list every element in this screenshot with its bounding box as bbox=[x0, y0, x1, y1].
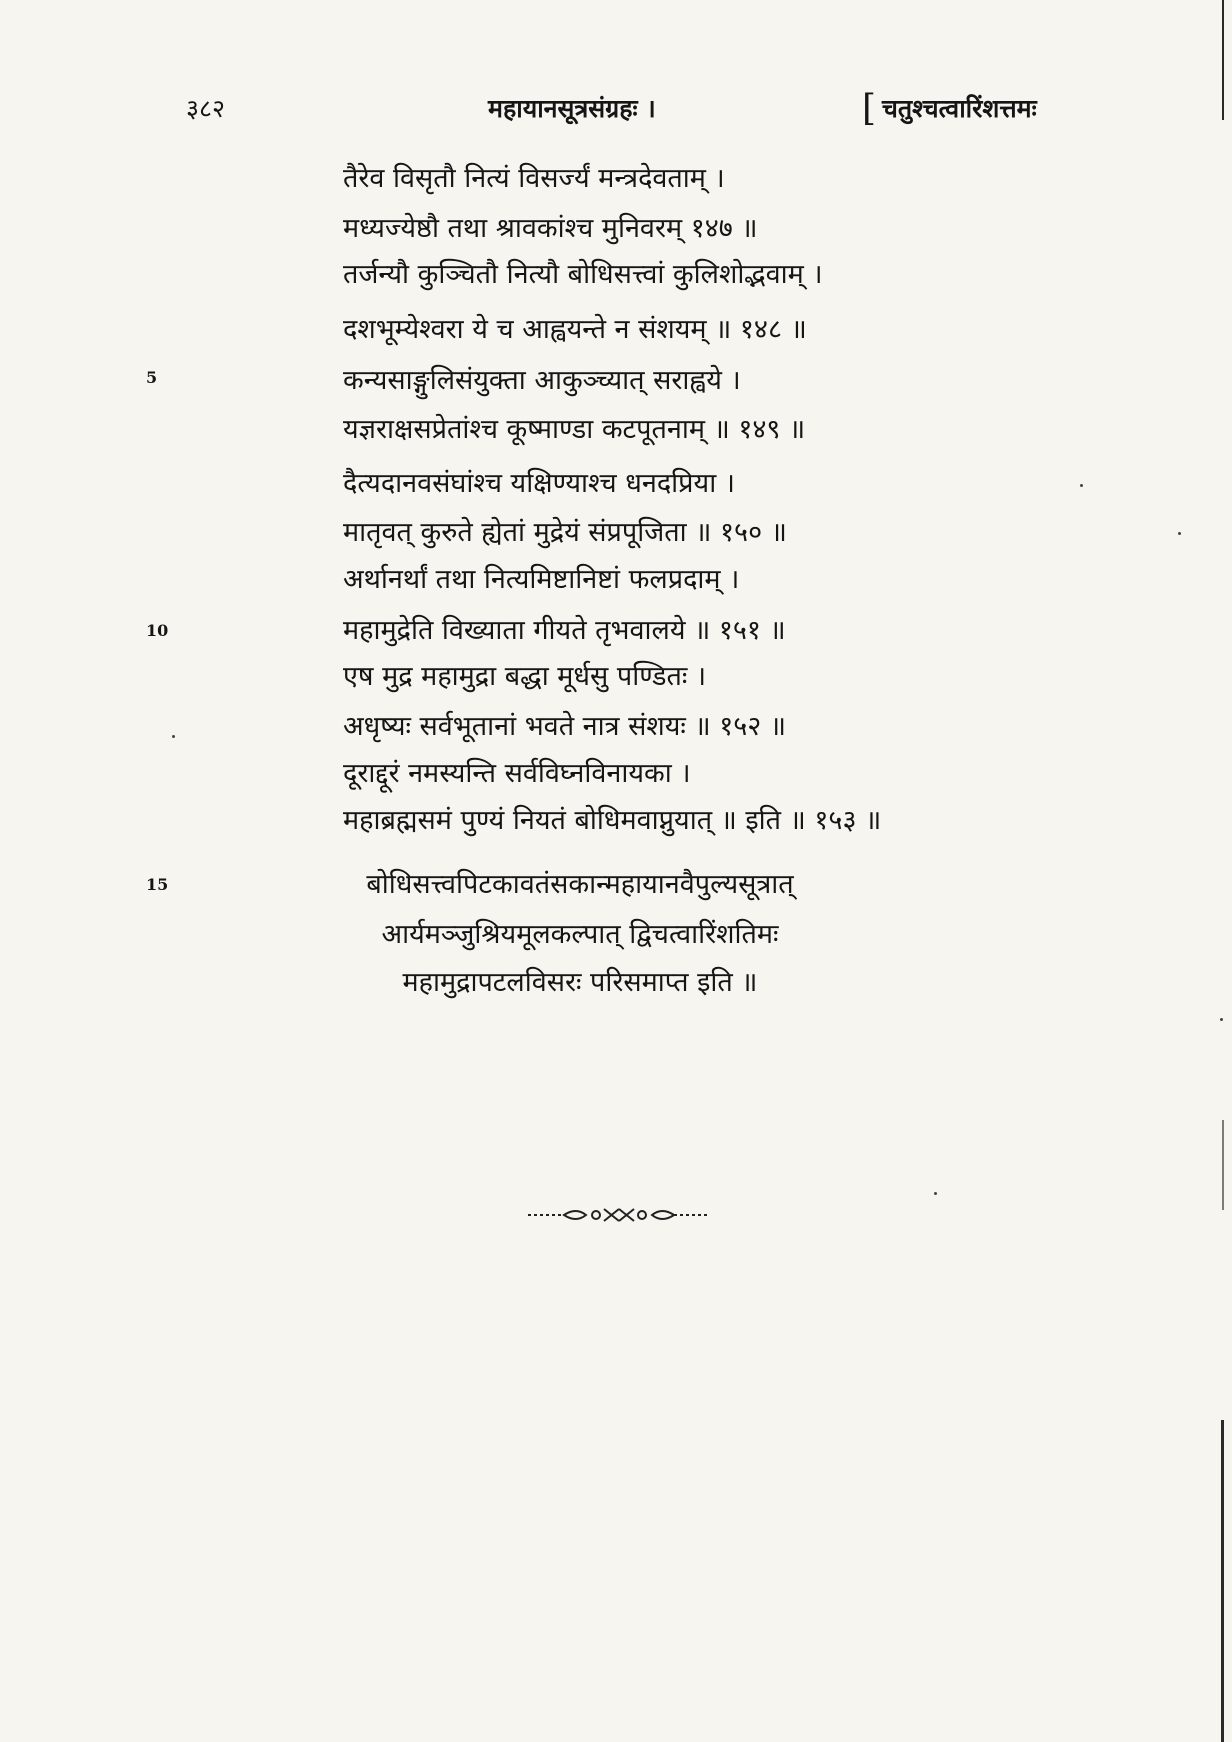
verse-line: कन्यसाङ्गुलिसंयुक्ता आकुञ्च्यात् सराह्वये । bbox=[343, 365, 741, 396]
line-number-15: 15 bbox=[146, 875, 169, 894]
verse-line: तर्जन्यौ कुञ्चितौ नित्यौ बोधिसत्त्वां कुलिशोद्भवाम् । bbox=[343, 259, 823, 290]
end-ornament-icon bbox=[524, 1204, 714, 1226]
scan-speck bbox=[934, 1192, 937, 1195]
scan-edge bbox=[1222, 0, 1224, 120]
line-number-5: 5 bbox=[146, 368, 158, 387]
scan-edge bbox=[1222, 1120, 1224, 1210]
verse-line: अर्थानर्थां तथा नित्यमिष्टानिष्टां फलप्रदाम् । bbox=[343, 564, 740, 595]
verse-line: दूराद्दूरं नमस्यन्ति सर्वविघ्नविनायका । bbox=[343, 758, 691, 789]
line-number-10: 10 bbox=[146, 621, 169, 640]
verse-line: अधृष्यः सर्वभूतानां भवते नात्र संशयः ॥ १५२ ॥ bbox=[343, 711, 787, 742]
scan-speck bbox=[1178, 532, 1181, 535]
scan-speck bbox=[1220, 1018, 1223, 1021]
chapter-bracket: [ bbox=[862, 88, 877, 129]
chapter-title: चतुश्चत्वारिंशत्तमः bbox=[882, 94, 1037, 123]
scan-edge bbox=[1221, 1420, 1224, 1742]
verse-line: एष मुद्र महामुद्रा बद्धा मूर्धसु पण्डितः । bbox=[343, 661, 707, 692]
page-number: ३८२ bbox=[186, 94, 226, 123]
colophon-line: आर्यमञ्जुश्रियमूलकल्पात् द्विचत्वारिंशतिमः bbox=[381, 919, 779, 950]
verse-line: तैरेव विसृतौ नित्यं विसर्ज्यं मन्त्रदेवताम् । bbox=[343, 163, 725, 194]
verse-line: दैत्यदानवसंघांश्च यक्षिण्याश्च धनदप्रिया । bbox=[343, 468, 736, 499]
verse-line: मध्यज्येष्ठौ तथा श्रावकांश्च मुनिवरम् १४७ ॥ bbox=[343, 213, 758, 244]
verse-line: यज्ञराक्षसप्रेतांश्च कूष्माण्डा कटपूतनाम् ॥ १४९ ॥ bbox=[343, 414, 806, 445]
verse-line: दशभूम्येश्वरा ये च आह्वयन्ते न संशयम् ॥ १४८ ॥ bbox=[343, 314, 807, 345]
chapter-heading bbox=[862, 88, 1037, 129]
colophon-line: बोधिसत्त्वपिटकावतंसकान्महायानवैपुल्यसूत्रात् bbox=[366, 869, 794, 900]
running-title: महायानसूत्रसंग्रहः । bbox=[488, 94, 656, 123]
verse-line: मातृवत् कुरुते ह्येतां मुद्रेयं संप्रपूजिता ॥ १५० ॥ bbox=[343, 517, 787, 548]
colophon-line: महामुद्रापटलविसरः परिसमाप्त इति ॥ bbox=[402, 967, 758, 998]
verse-line: महामुद्रेति विख्याता गीयते तृभवालये ॥ १५१ ॥ bbox=[343, 615, 786, 646]
verse-line: महाब्रह्मसमं पुण्यं नियतं बोधिमवाप्नुयात् ॥ इति ॥ १५३ ॥ bbox=[343, 805, 882, 836]
scan-speck bbox=[172, 735, 175, 738]
scan-speck bbox=[1080, 484, 1083, 487]
